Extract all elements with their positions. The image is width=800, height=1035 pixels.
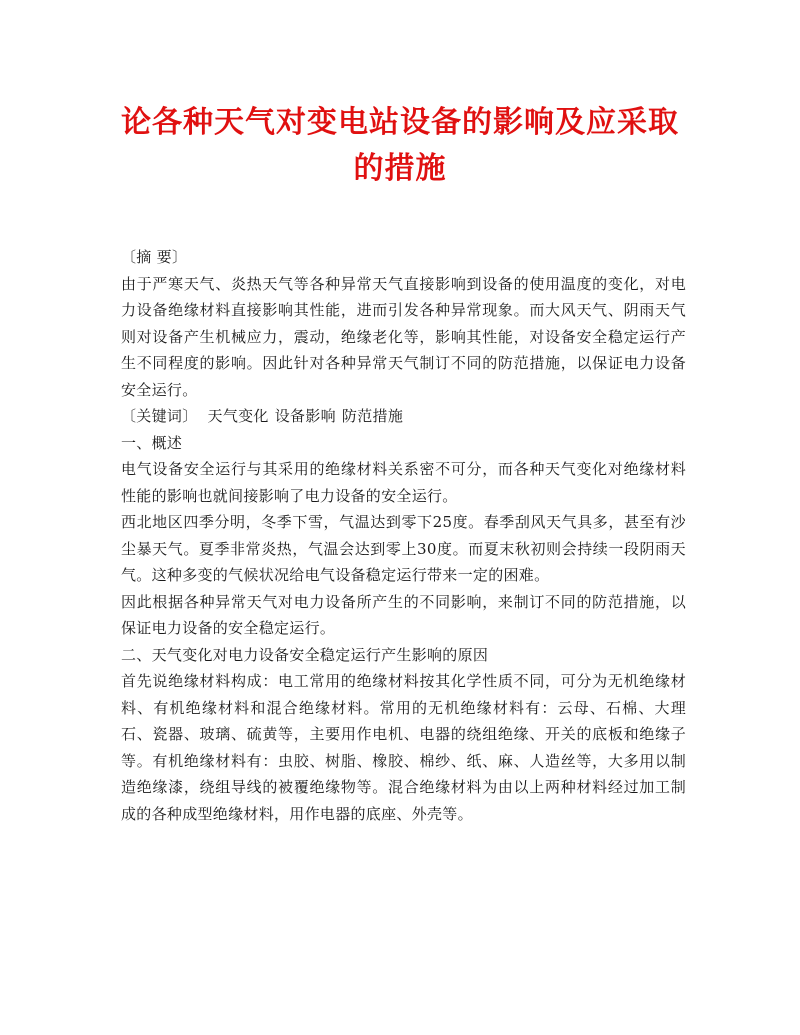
paragraph: 首先说绝缘材料构成：电工常用的绝缘材料按其化学性质不同，可分为无机绝缘材料、有机绝缘材料和混合绝缘材料。常用的无机绝缘材料有：云母、石棉、大理石、瓷器、玻璃、硫黄等，主要用作电机、电器的绕组绝缘、开关的底板和绝缘子等。有机绝缘材料有：虫胶、树脂、橡胶、棉纱、纸、麻、人造丝等，大多用以制造绝缘漆，绕组导线的被覆绝缘物等。混合绝缘材料为由以上两种材料经过加工制成的各种成型绝缘材料，用作电器的底座、外壳等。 [121,672,686,823]
section-heading-overview: 一、概述 [121,433,183,452]
document-title: 论各种天气对变电站设备的影响及应采取的措施 [121,105,679,186]
keyword: 设备影响 [274,407,336,425]
keyword: 天气变化 [207,407,269,425]
keywords-label: 〔关键词〕 [121,407,198,425]
paragraph: 西北地区四季分明，冬季下雪，气温达到零下25度。春季刮风天气具多，甚至有沙尘暴天气。夏季非常炎热，气温会达到零上30度。而夏末秋初则会持续一段阴雨天气。这种多变的气候状况给电气设备稳定运行带来一定的困难。 [121,513,686,584]
keywords-line [121,403,686,430]
abstract-label: 〔摘 要〕 [121,248,188,266]
paragraph: 电气设备安全运行与其采用的绝缘材料关系密不可分，而各种天气变化对绝缘材料性能的影响也就间接影响了电力设备的安全运行。 [121,460,686,505]
document-body [121,244,686,827]
abstract-text: 由于严寒天气、炎热天气等各种异常天气直接影响到设备的使用温度的变化，对电力设备绝缘材料直接影响其性能，进而引发各种异常现象。而大风天气、阴雨天气则对设备产生机械应力，震动，绝缘老化等，影响其性能，对设备安全稳定运行产生不同程度的影响。因此针对各种异常天气制订不同的防范措施，以保证电力设备安全运行。 [121,274,686,399]
keyword: 防范措施 [341,407,404,425]
paragraph: 因此根据各种异常天气对电力设备所产生的不同影响，来制订不同的防范措施，以保证电力设备的安全稳定运行。 [121,592,686,637]
section-heading-causes: 二、天气变化对电力设备安全稳定运行产生影响的原因 [121,645,489,664]
